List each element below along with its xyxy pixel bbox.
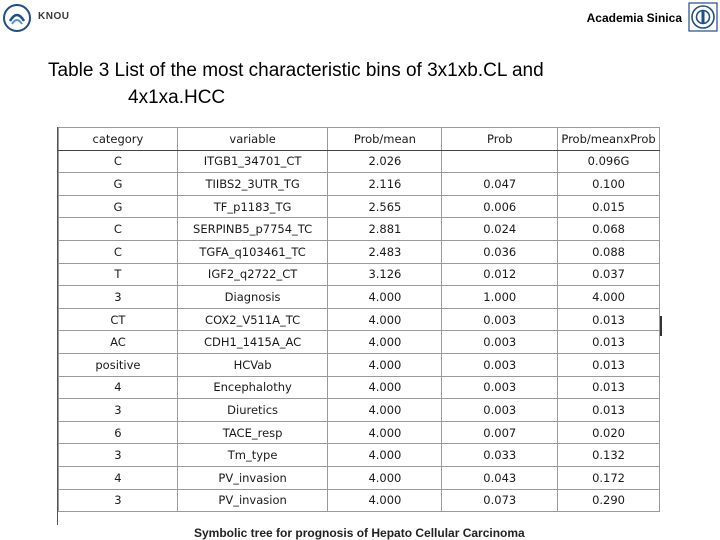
table-row xyxy=(59,263,660,286)
table-cell: 2.881 xyxy=(328,218,442,241)
table-cell: PV_invasion xyxy=(177,466,327,489)
column-header: variable xyxy=(177,128,327,151)
table-cell: Tm_type xyxy=(177,444,327,467)
table-cell: 2.116 xyxy=(328,173,442,196)
table-cell: positive xyxy=(59,353,178,376)
table-cell: 0.013 xyxy=(558,399,660,422)
title-line-1: Table 3 List of the most characteristic bins of 3x1xb.CL and xyxy=(48,60,544,81)
table-cell: 0.043 xyxy=(442,466,558,489)
table-row xyxy=(59,195,660,218)
table-cell: 2.026 xyxy=(328,150,442,173)
table-cell: AC xyxy=(59,331,178,354)
table-cell: 1.000 xyxy=(442,286,558,309)
column-header: Prob/mean xyxy=(328,128,442,151)
table-edge-marker xyxy=(660,316,662,336)
table-cell: 0.013 xyxy=(558,376,660,399)
table-cell: 0.013 xyxy=(558,308,660,331)
table-cell: HCVab xyxy=(177,353,327,376)
table-cell: 0.036 xyxy=(442,240,558,263)
table-cell: C xyxy=(59,150,178,173)
left-logo-text: KNOU xyxy=(38,11,70,22)
table-cell: TF_p1183_TG xyxy=(177,195,327,218)
column-header: Prob/meanxProb xyxy=(558,128,660,151)
table-cell: 3 xyxy=(59,444,178,467)
table-cell: 0.037 xyxy=(558,263,660,286)
table-cell: 4.000 xyxy=(328,399,442,422)
table-cell: TACE_resp xyxy=(177,421,327,444)
table-cell: 0.006 xyxy=(442,195,558,218)
table-cell: TIIBS2_3UTR_TG xyxy=(177,173,327,196)
table-cell: 0.024 xyxy=(442,218,558,241)
table-cell: 3.126 xyxy=(328,263,442,286)
table-cell: 0.290 xyxy=(558,489,660,512)
table-cell: 0.003 xyxy=(442,353,558,376)
table-cell: TGFA_q103461_TC xyxy=(177,240,327,263)
table-cell: G xyxy=(59,195,178,218)
table-cell: IGF2_q2722_CT xyxy=(177,263,327,286)
table-row xyxy=(59,489,660,512)
table-cell: 4.000 xyxy=(328,444,442,467)
table-cell: Diuretics xyxy=(177,399,327,422)
table-cell: C xyxy=(59,218,178,241)
table-row xyxy=(59,399,660,422)
table-cell: 0.132 xyxy=(558,444,660,467)
academia-seal-icon xyxy=(688,2,718,32)
institution-name: Academia Sinica xyxy=(586,11,682,25)
table-cell: 0.003 xyxy=(442,376,558,399)
table-cell: 0.003 xyxy=(442,308,558,331)
table-cell: CT xyxy=(59,308,178,331)
table-cell: 0.012 xyxy=(442,263,558,286)
table-cell: 0.003 xyxy=(442,399,558,422)
table-header-row xyxy=(59,128,660,151)
table-cell: 3 xyxy=(59,399,178,422)
table-cell: PV_invasion xyxy=(177,489,327,512)
table-cell: 0.096G xyxy=(558,150,660,173)
table-cell: G xyxy=(59,173,178,196)
table-cell: 0.007 xyxy=(442,421,558,444)
table-cell: T xyxy=(59,263,178,286)
table-cell: 0.015 xyxy=(558,195,660,218)
characteristic-bins-table xyxy=(58,127,660,512)
table-cell: 4.000 xyxy=(328,353,442,376)
table-cell: 4.000 xyxy=(328,466,442,489)
table-cell: 0.068 xyxy=(558,218,660,241)
table-row xyxy=(59,308,660,331)
bins-table-container xyxy=(57,127,662,525)
table-cell: 0.100 xyxy=(558,173,660,196)
table-row xyxy=(59,173,660,196)
table-row xyxy=(59,444,660,467)
table-cell: 4.000 xyxy=(558,286,660,309)
column-header: Prob xyxy=(442,128,558,151)
university-emblem-icon xyxy=(2,3,32,33)
table-cell: C xyxy=(59,240,178,263)
table-cell: 2.483 xyxy=(328,240,442,263)
table-cell: 4.000 xyxy=(328,331,442,354)
table-cell: 4 xyxy=(59,466,178,489)
table-cell: 0.047 xyxy=(442,173,558,196)
table-cell: 0.172 xyxy=(558,466,660,489)
table-cell: 0.088 xyxy=(558,240,660,263)
table-cell: Diagnosis xyxy=(177,286,327,309)
table-row xyxy=(59,150,660,173)
table-cell: 6 xyxy=(59,421,178,444)
table-row xyxy=(59,421,660,444)
figure-caption: Symbolic tree for prognosis of Hepato Cellular Carcinoma xyxy=(194,526,525,540)
table-cell: 4.000 xyxy=(328,421,442,444)
table-cell: COX2_V511A_TC xyxy=(177,308,327,331)
page-title xyxy=(48,57,668,111)
table-cell: 4.000 xyxy=(328,489,442,512)
table-cell: 0.033 xyxy=(442,444,558,467)
table-row xyxy=(59,240,660,263)
table-cell: 4.000 xyxy=(328,286,442,309)
title-line-2: 4x1xa.HCC xyxy=(128,87,226,108)
table-cell: SERPINB5_p7754_TC xyxy=(177,218,327,241)
table-cell: 3 xyxy=(59,286,178,309)
table-cell: 4 xyxy=(59,376,178,399)
table-cell: 0.073 xyxy=(442,489,558,512)
table-cell: 4.000 xyxy=(328,376,442,399)
table-row xyxy=(59,376,660,399)
table-row xyxy=(59,218,660,241)
table-cell: 0.003 xyxy=(442,331,558,354)
table-row xyxy=(59,466,660,489)
table-cell: Encephalothy xyxy=(177,376,327,399)
table-cell xyxy=(442,150,558,173)
table-row xyxy=(59,353,660,376)
table-cell: 0.020 xyxy=(558,421,660,444)
table-row xyxy=(59,286,660,309)
table-cell: 4.000 xyxy=(328,308,442,331)
table-cell: 3 xyxy=(59,489,178,512)
table-row xyxy=(59,331,660,354)
table-cell: 0.013 xyxy=(558,331,660,354)
table-cell: ITGB1_34701_CT xyxy=(177,150,327,173)
column-header: category xyxy=(59,128,178,151)
table-cell: 0.013 xyxy=(558,353,660,376)
table-cell: 2.565 xyxy=(328,195,442,218)
table-cell: CDH1_1415A_AC xyxy=(177,331,327,354)
